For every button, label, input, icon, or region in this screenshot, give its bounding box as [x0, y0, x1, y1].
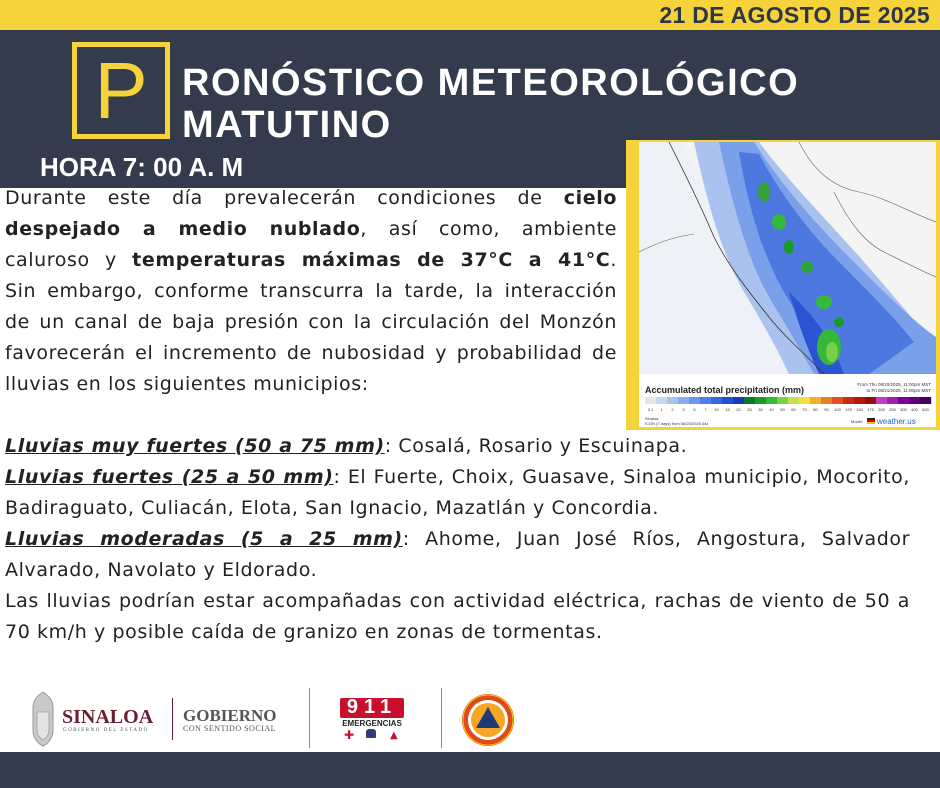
scale-tick-label: 1 [660, 407, 663, 412]
forecast-hour: HORA 7: 00 A. M [40, 152, 244, 182]
page-title [182, 62, 799, 146]
forecast-text: , así como, ambiente caluroso y [5, 218, 617, 271]
scale-tick-label: 175 [867, 407, 874, 412]
title-initial: P [94, 46, 148, 135]
scale-swatch [766, 397, 777, 404]
scale-tick-label: 400 [911, 407, 918, 412]
map-model-run: ICON (7 days) from 08/20/2025 04z [645, 421, 709, 426]
forecast-paragraph-2: Sin embargo, conforme transcurra la tarde, la interacción de un canal de baja presión con la circulación del Monzón favorecerán el incremento de nubosidad y probabilidad de lluvias en los siguientes municipios: [5, 280, 617, 395]
scale-swatch [898, 397, 909, 404]
map-model-label: Model: [851, 419, 864, 424]
logo-divider [309, 688, 310, 748]
emergency-label: EMERGENCIAS [342, 719, 402, 728]
closing-paragraph: Las lluvias podrían estar acompañadas con actividad eléctrica, rachas de viento de 50 a 70 km/h y posible caída de granizo en zonas de tormentas. [5, 590, 910, 643]
gov-title: GOBIERNO [183, 706, 277, 725]
scale-tick-label: 200 [878, 407, 885, 412]
scale-swatch [843, 397, 854, 404]
state-subtitle: GOBIERNO DEL ESTADO [63, 728, 149, 733]
map-valid-to: to Fri 08/21/2025, 11:00pm MST [866, 388, 931, 393]
rain-very-heavy-places: : Cosalá, Rosario y Escuinapa. [384, 435, 688, 457]
report-date: 21 DE AGOSTO DE 2025 [659, 2, 930, 28]
page-title-line2: MATUTINO [182, 104, 392, 146]
state-name: SINALOA [62, 706, 154, 728]
bottom-bar [0, 752, 940, 788]
scale-swatch [733, 397, 744, 404]
page-title-line1: RONÓSTICO METEOROLÓGICO [182, 62, 800, 104]
scale-tick-label: 150 [856, 407, 863, 412]
gov-subtitle: CON SENTIDO SOCIAL [183, 724, 276, 733]
fire-icon: ▲ [390, 730, 398, 741]
scale-swatch [821, 397, 832, 404]
scale-swatch [777, 397, 788, 404]
state-seal-icon [25, 690, 61, 748]
scale-tick-label: 60 [791, 407, 796, 412]
scale-swatch [887, 397, 898, 404]
scale-tick-label: 2 [671, 407, 674, 412]
footer-logos [20, 688, 540, 750]
map-legend-title: Accumulated total precipitation (mm) [645, 385, 805, 395]
scale-swatch [810, 397, 821, 404]
police-icon [366, 729, 376, 738]
map-frame [626, 140, 940, 430]
scale-tick-label: 3 [682, 407, 685, 412]
scale-tick-label: 80 [813, 407, 818, 412]
scale-swatch [909, 397, 920, 404]
rain-moderate [5, 524, 910, 586]
forecast-paragraph-1 [5, 183, 617, 276]
scale-tick-label: 500 [922, 407, 929, 412]
emergency-logo [340, 698, 406, 744]
map-region: Sinaloa [645, 416, 659, 421]
title-initial-box [72, 42, 170, 139]
scale-tick-label: 25 [747, 407, 752, 412]
precipitation-scale [645, 397, 931, 404]
scale-swatch [689, 397, 700, 404]
scale-tick-label: 40 [769, 407, 774, 412]
scale-swatch [854, 397, 865, 404]
rain-heavy-label: Lluvias fuertes (25 a 50 mm) [5, 466, 334, 488]
scale-tick-label: 10 [714, 407, 719, 412]
scale-swatch [678, 397, 689, 404]
scale-swatch [667, 397, 678, 404]
rain-moderate-label: Lluvias moderadas (5 a 25 mm) [5, 528, 403, 550]
emergency-number: 911 [346, 696, 398, 718]
logo-divider [441, 688, 442, 748]
scale-swatch [788, 397, 799, 404]
precipitation-map-image [639, 142, 936, 427]
scale-tick-label: 70 [802, 407, 807, 412]
map-valid-from: From Thu 08/20/2025, 11:00pm MST [857, 382, 931, 387]
civil-protection-icon [460, 692, 516, 748]
scale-swatch [920, 397, 931, 404]
scale-swatch [645, 397, 656, 404]
scale-tick-label: 30 [758, 407, 763, 412]
forecast-text: Durante este día prevalecerán condiciones de [5, 187, 543, 209]
scale-swatch [722, 397, 733, 404]
scale-tick-label: 20 [736, 407, 741, 412]
scale-tick-label: 250 [889, 407, 896, 412]
max-temperature: temperaturas máximas de 37°C a 41°C [132, 249, 611, 271]
rain-moderate-places: : Ahome, Juan José Ríos, Angostura, Salvador Alvarado, Navolato y Eldorado. [5, 528, 910, 581]
scale-swatch [799, 397, 810, 404]
date-bar [0, 0, 940, 30]
logo-divider [172, 698, 173, 740]
scale-tick-label: 125 [845, 407, 852, 412]
scale-swatch [865, 397, 876, 404]
scale-swatch [711, 397, 722, 404]
scale-tick-label: 100 [834, 407, 841, 412]
scale-tick-label: 50 [780, 407, 785, 412]
scale-tick-label: 90 [824, 407, 829, 412]
precipitation-map [639, 142, 936, 427]
forecast-text: . [610, 249, 617, 271]
scale-swatch [832, 397, 843, 404]
scale-swatch [744, 397, 755, 404]
rain-heavy [5, 462, 910, 524]
scale-swatch [755, 397, 766, 404]
rain-very-heavy [5, 431, 910, 462]
scale-tick-label: 15 [725, 407, 730, 412]
scale-swatch [700, 397, 711, 404]
rain-very-heavy-label: Lluvias muy fuertes (50 a 75 mm) [5, 435, 385, 457]
scale-tick-label: 300 [900, 407, 907, 412]
scale-swatch [876, 397, 887, 404]
rain-heavy-places: : El Fuerte, Choix, Guasave, Sinaloa municipio, Mocorito, Badiraguato, Culiacán, Elota, San Ignacio, Mazatlán y Concordia. [5, 466, 910, 519]
scale-tick-label: 0.1 [647, 407, 654, 412]
scale-swatch [656, 397, 667, 404]
map-brand: weather.us [877, 417, 916, 426]
sky-condition: cielo despejado a medio nublado [5, 187, 618, 240]
medical-cross-icon: ✚ [344, 728, 355, 742]
scale-tick-label: 5 [693, 407, 696, 412]
scale-tick-label: 7 [704, 407, 707, 412]
